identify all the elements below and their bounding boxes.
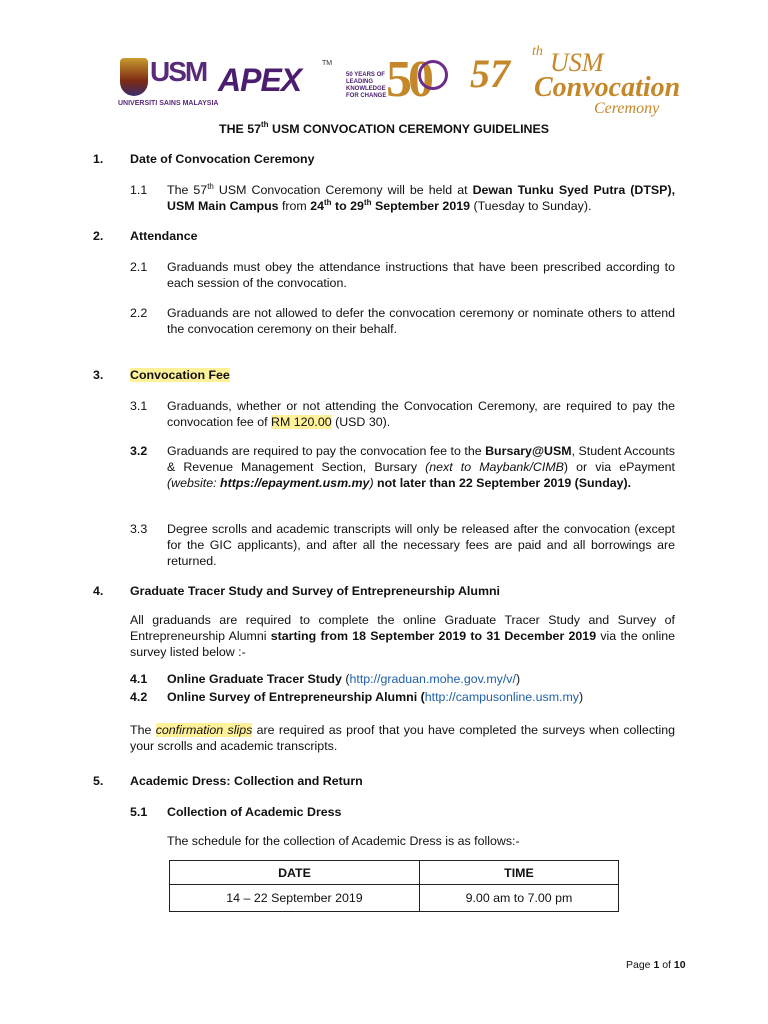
table-cell-date: 14 – 22 September 2019 xyxy=(170,885,420,912)
usm-crest-icon xyxy=(120,58,148,96)
apex-logo xyxy=(218,58,333,108)
section-4-number: 4. xyxy=(93,584,104,598)
table-row xyxy=(170,885,619,912)
page-number-footer: Page 1 of 10 xyxy=(626,959,686,971)
fee-amount: RM 120.00 xyxy=(271,415,332,429)
item-2-1-number: 2.1 xyxy=(130,260,148,274)
item-2-1-text: Graduands must obey the attendance instructions that have been prescribed according to each session of the convocation. xyxy=(167,260,675,290)
section-1-number: 1. xyxy=(93,152,104,166)
epayment-website[interactable]: https://epayment.usm.my xyxy=(220,476,370,490)
usm-logo-subtitle: UNIVERSITI SAINS MALAYSIA xyxy=(118,100,219,107)
header-logos xyxy=(118,44,681,124)
convocation-logo xyxy=(470,44,680,124)
apex-trademark: TM xyxy=(322,60,333,67)
item-4-1-text: Online Graduate Tracer Study (http://graduan.mohe.gov.my/v/) xyxy=(167,672,521,686)
item-3-2-number: 3.2 xyxy=(130,444,148,458)
section-5-heading: Academic Dress: Collection and Return xyxy=(130,774,363,788)
convocation-logo-usm: USM xyxy=(550,48,604,77)
seal-icon xyxy=(418,60,448,90)
item-5-1-heading: Collection of Academic Dress xyxy=(167,805,342,819)
table-cell-time: 9.00 am to 7.00 pm xyxy=(419,885,618,912)
item-2-2-text: Graduands are not allowed to defer the convocation ceremony or nominate others to attend the convocation ceremony on their behalf. xyxy=(167,306,675,336)
section-2-heading: Attendance xyxy=(130,229,198,243)
item-2-2-number: 2.2 xyxy=(130,306,148,320)
item-4-2-number: 4.2 xyxy=(130,690,148,704)
item-3-2-text: Graduands are required to pay the convocation fee to the Bursary@USM, Student Accounts & Revenue Management Section, Bursary (next to Maybank/CIMB) or via ePayment (website: https://epayment.usm.my) not later than 22 September 2019 (Sunday). xyxy=(167,444,675,490)
section-4-intro: All graduands are required to complete the online Graduate Tracer Study and Survey of Entrepreneurship Alumni starting from 18 September 2019 to 31 December 2019 via the online survey listed below :- xyxy=(130,613,675,659)
convocation-logo-suffix: th xyxy=(532,44,543,59)
apex-logo-text: APEX xyxy=(218,62,302,98)
section-5-number: 5. xyxy=(93,774,104,788)
usm-logo xyxy=(118,54,219,114)
table-header-date: DATE xyxy=(170,861,420,885)
item-5-1-number: 5.1 xyxy=(130,805,148,819)
item-3-1-text: Graduands, whether or not attending the Convocation Ceremony, are required to pay the convocation fee of RM 120.00 (USD 30). xyxy=(167,399,675,429)
graduan-survey-link[interactable]: http://graduan.mohe.gov.my/v/ xyxy=(349,672,516,686)
section-4-heading: Graduate Tracer Study and Survey of Entrepreneurship Alumni xyxy=(130,584,500,598)
document-title: THE 57th USM CONVOCATION CEREMONY GUIDELINES xyxy=(219,119,549,136)
fifty-years-logo xyxy=(346,50,456,116)
section-2-number: 2. xyxy=(93,229,104,243)
item-3-3-text: Degree scrolls and academic transcripts will only be released after the convocation (except for the GIC applicants), and after all the necessary fees are paid and all borrowings are returned. xyxy=(167,522,675,568)
item-4-1-number: 4.1 xyxy=(130,672,148,686)
section-5-intro: The schedule for the collection of Academic Dress is as follows:- xyxy=(167,834,520,848)
section-1-heading: Date of Convocation Ceremony xyxy=(130,152,315,166)
campusonline-survey-link[interactable]: http://campusonline.usm.my xyxy=(424,690,579,704)
fifty-years-number: 50 xyxy=(386,51,430,108)
item-1-1-text: The 57th USM Convocation Ceremony will be held at Dewan Tunku Syed Putra (DTSP), USM Main Campus from 24th to 29th September 2019 (Tuesday to Sunday). xyxy=(167,181,676,213)
table-header-time: TIME xyxy=(419,861,618,885)
convocation-logo-ceremony: Ceremony xyxy=(594,100,660,117)
convocation-logo-number: 57 xyxy=(470,51,510,96)
table-header-row xyxy=(170,861,619,885)
section-3-number: 3. xyxy=(93,368,104,382)
item-3-1-number: 3.1 xyxy=(130,399,148,413)
section-4-note: The confirmation slips are required as proof that you have completed the surveys when collecting your scrolls and academic transcripts. xyxy=(130,723,675,753)
collection-schedule-table xyxy=(169,860,619,912)
convocation-logo-word: Convocation xyxy=(534,72,681,103)
item-4-2-text: Online Survey of Entrepreneurship Alumni (http://campusonline.usm.my) xyxy=(167,690,584,704)
fifty-years-text: 50 YEARS OF LEADING KNOWLEDGE FOR CHANGE xyxy=(346,72,387,99)
item-3-3-number: 3.3 xyxy=(130,522,148,536)
section-3-heading: Convocation Fee xyxy=(130,368,230,382)
item-1-1-number: 1.1 xyxy=(130,183,148,197)
usm-logo-text: USM xyxy=(150,56,207,87)
